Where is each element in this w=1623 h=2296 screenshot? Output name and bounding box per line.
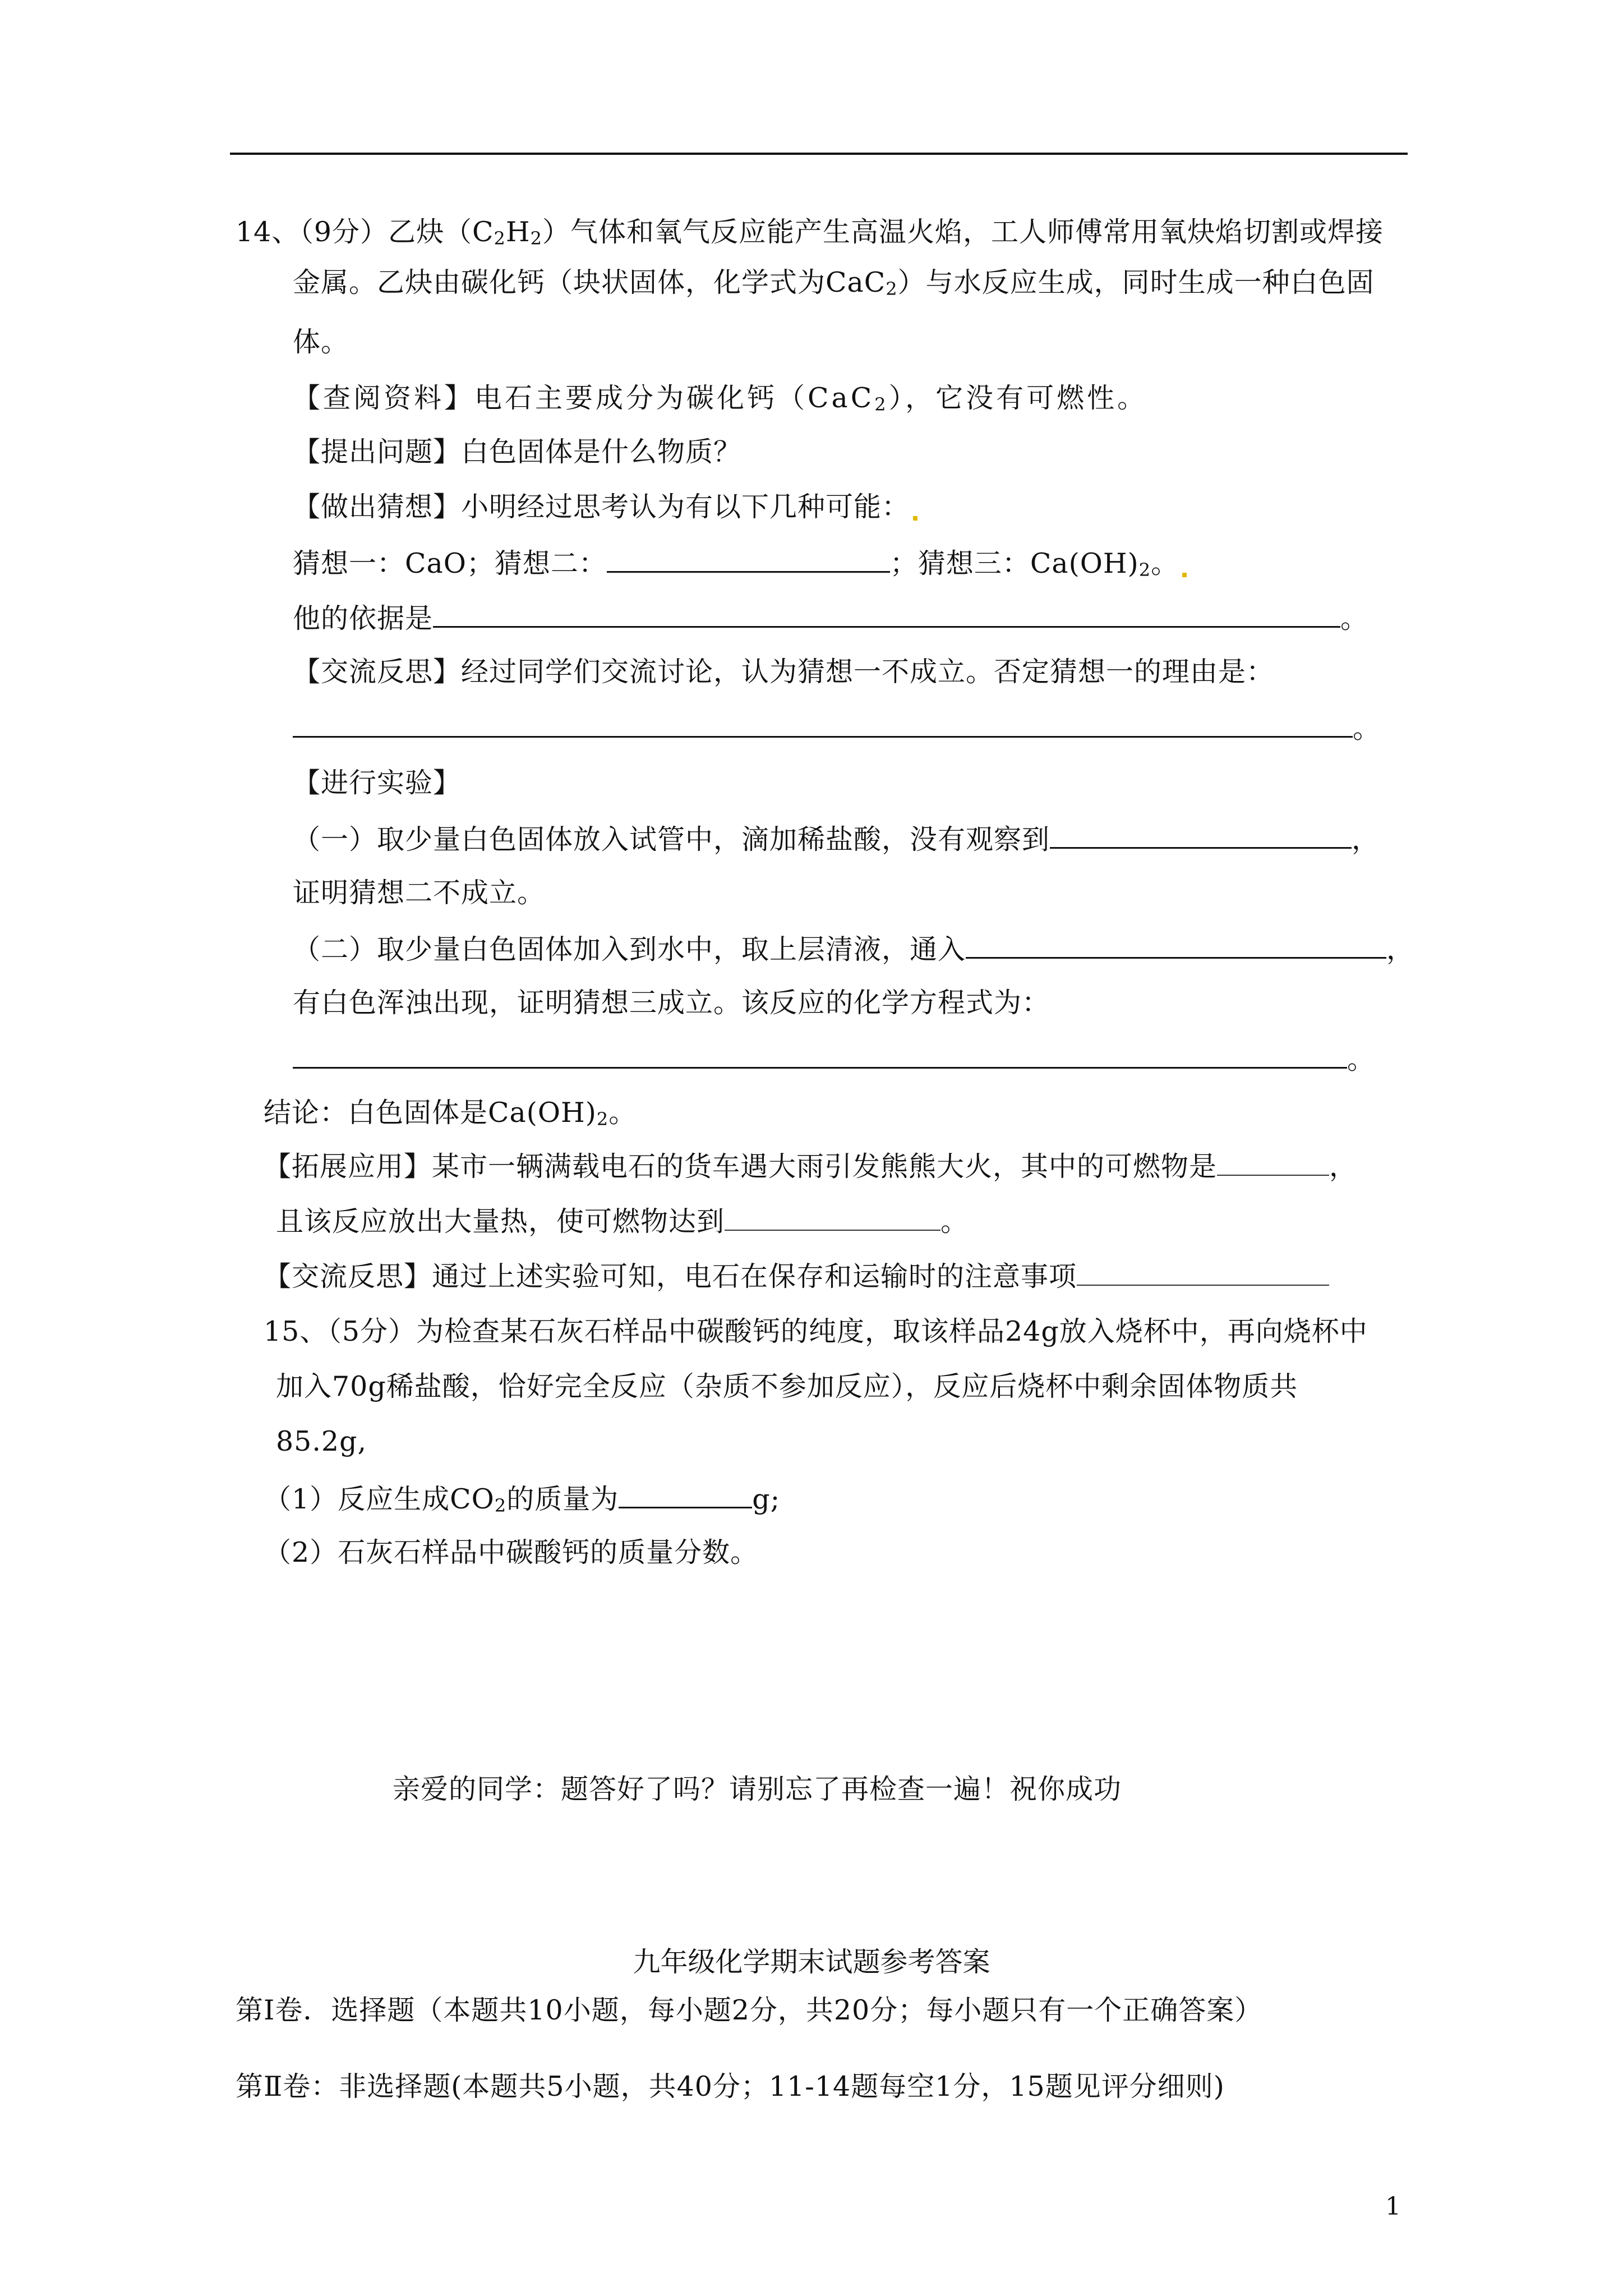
q14-extend: 【拓展应用】某市一辆满载电石的货车遇大雨引发熊熊大火，其中的可燃物是 ，	[264, 1151, 1358, 1182]
q15-part-1: （1）反应生成$CO_2$的质量为 g;	[264, 1481, 780, 1516]
equation-blank[interactable]	[293, 1041, 1347, 1069]
q14-line-2: 金属。乙炔由碳化钙（块状固体，化学式为CaC$_2$）与水反应生成，同时生成一种白色固	[293, 266, 1375, 300]
q14-reflect-2: 【交流反思】通过上述实验可知，电石在保存和运输时的注意事项	[264, 1260, 1329, 1294]
q15-line-2: 加入70g稀盐酸，恰好完全反应（杂质不参加反应），反应后烧杯中剩余固体物质共	[276, 1370, 1298, 1402]
header-rule	[230, 153, 1408, 155]
page-number: 1	[1385, 2192, 1401, 2221]
q14-extend-2: 且该反应放出大量热，使可燃物达到 。	[276, 1205, 969, 1237]
q14-line-3: 体。	[293, 326, 349, 358]
q14-info: 【查阅资料】电石主要成分为碳化钙（CaC$_2$），它没有可燃性。	[293, 382, 1148, 415]
q14-exp1: （一）取少量白色固体放入试管中，滴加稀盐酸，没有观察到 ，	[293, 821, 1380, 857]
q15-line-1: 15、（5分）为检查某石灰石样品中碳酸钙的纯度，取该样品24g放入烧杯中，再向烧杯中	[264, 1315, 1368, 1347]
ignition-blank[interactable]	[725, 1207, 940, 1231]
q14-exp2: （二）取少量白色固体加入到水中，取上层清液，通入 ，	[293, 931, 1414, 967]
q14-reflect-answer: 。	[293, 710, 1381, 746]
guess-two-blank[interactable]	[607, 545, 890, 573]
q14-exp1-result: 证明猜想二不成立。	[293, 877, 546, 909]
q15-line-3: 85.2g,	[276, 1425, 367, 1457]
q14-exp2-result: 有白色浑浊出现，证明猜想三成立。该反应的化学方程式为：	[293, 987, 1050, 1019]
basis-blank[interactable]	[433, 600, 1340, 628]
q14-experiment-title: 【进行实验】	[293, 767, 462, 799]
answers-part-2: 第Ⅱ卷：非选择题(本题共5小题，共40分；11-14题每空1分，15题见评分细则)	[236, 2070, 1225, 2102]
q14-guesses: 猜想一：CaO；猜想二： ；猜想三：$Ca(OH)_2$。	[293, 545, 1187, 581]
answers-part-1: 第Ⅰ卷．选择题（本题共10小题，每小题2分，共20分；每小题只有一个正确答案）	[236, 1994, 1263, 2026]
exp2-gas-blank[interactable]	[966, 931, 1386, 959]
exp1-observation-blank[interactable]	[1050, 821, 1352, 849]
co2-mass-blank[interactable]	[619, 1481, 752, 1508]
q14-line-1: 14、（9分）乙炔$(C_2H_2)$气体和氧气反应能产生高温火焰，工人师傅常用氧炔焰切割或焊接	[236, 216, 1384, 249]
reflect-reason-blank[interactable]	[293, 710, 1353, 738]
q14-basis: 他的依据是 。	[293, 600, 1368, 636]
q14-question: 【提出问题】白色固体是什么物质？	[293, 436, 742, 468]
precautions-blank[interactable]	[1077, 1262, 1329, 1286]
q14-equation: 。	[293, 1041, 1375, 1076]
q14-conclusion: 结论：白色固体是$Ca(OH)_2$。	[264, 1097, 637, 1130]
q14-reflect: 【交流反思】经过同学们交流讨论，认为猜想一不成立。否定猜想一的理由是：	[293, 656, 1275, 688]
q14-guess-intro: 【做出猜想】小明经过思考认为有以下几种可能：	[293, 490, 917, 524]
closing-message: 亲爱的同学：题答好了吗？请别忘了再检查一遍！祝你成功	[393, 1773, 1122, 1805]
answers-title: 九年级化学期末试题参考答案	[633, 1946, 990, 1978]
q15-part-2: （2）石灰石样品中碳酸钙的质量分数。	[264, 1536, 759, 1568]
combustible-blank[interactable]	[1217, 1152, 1329, 1176]
